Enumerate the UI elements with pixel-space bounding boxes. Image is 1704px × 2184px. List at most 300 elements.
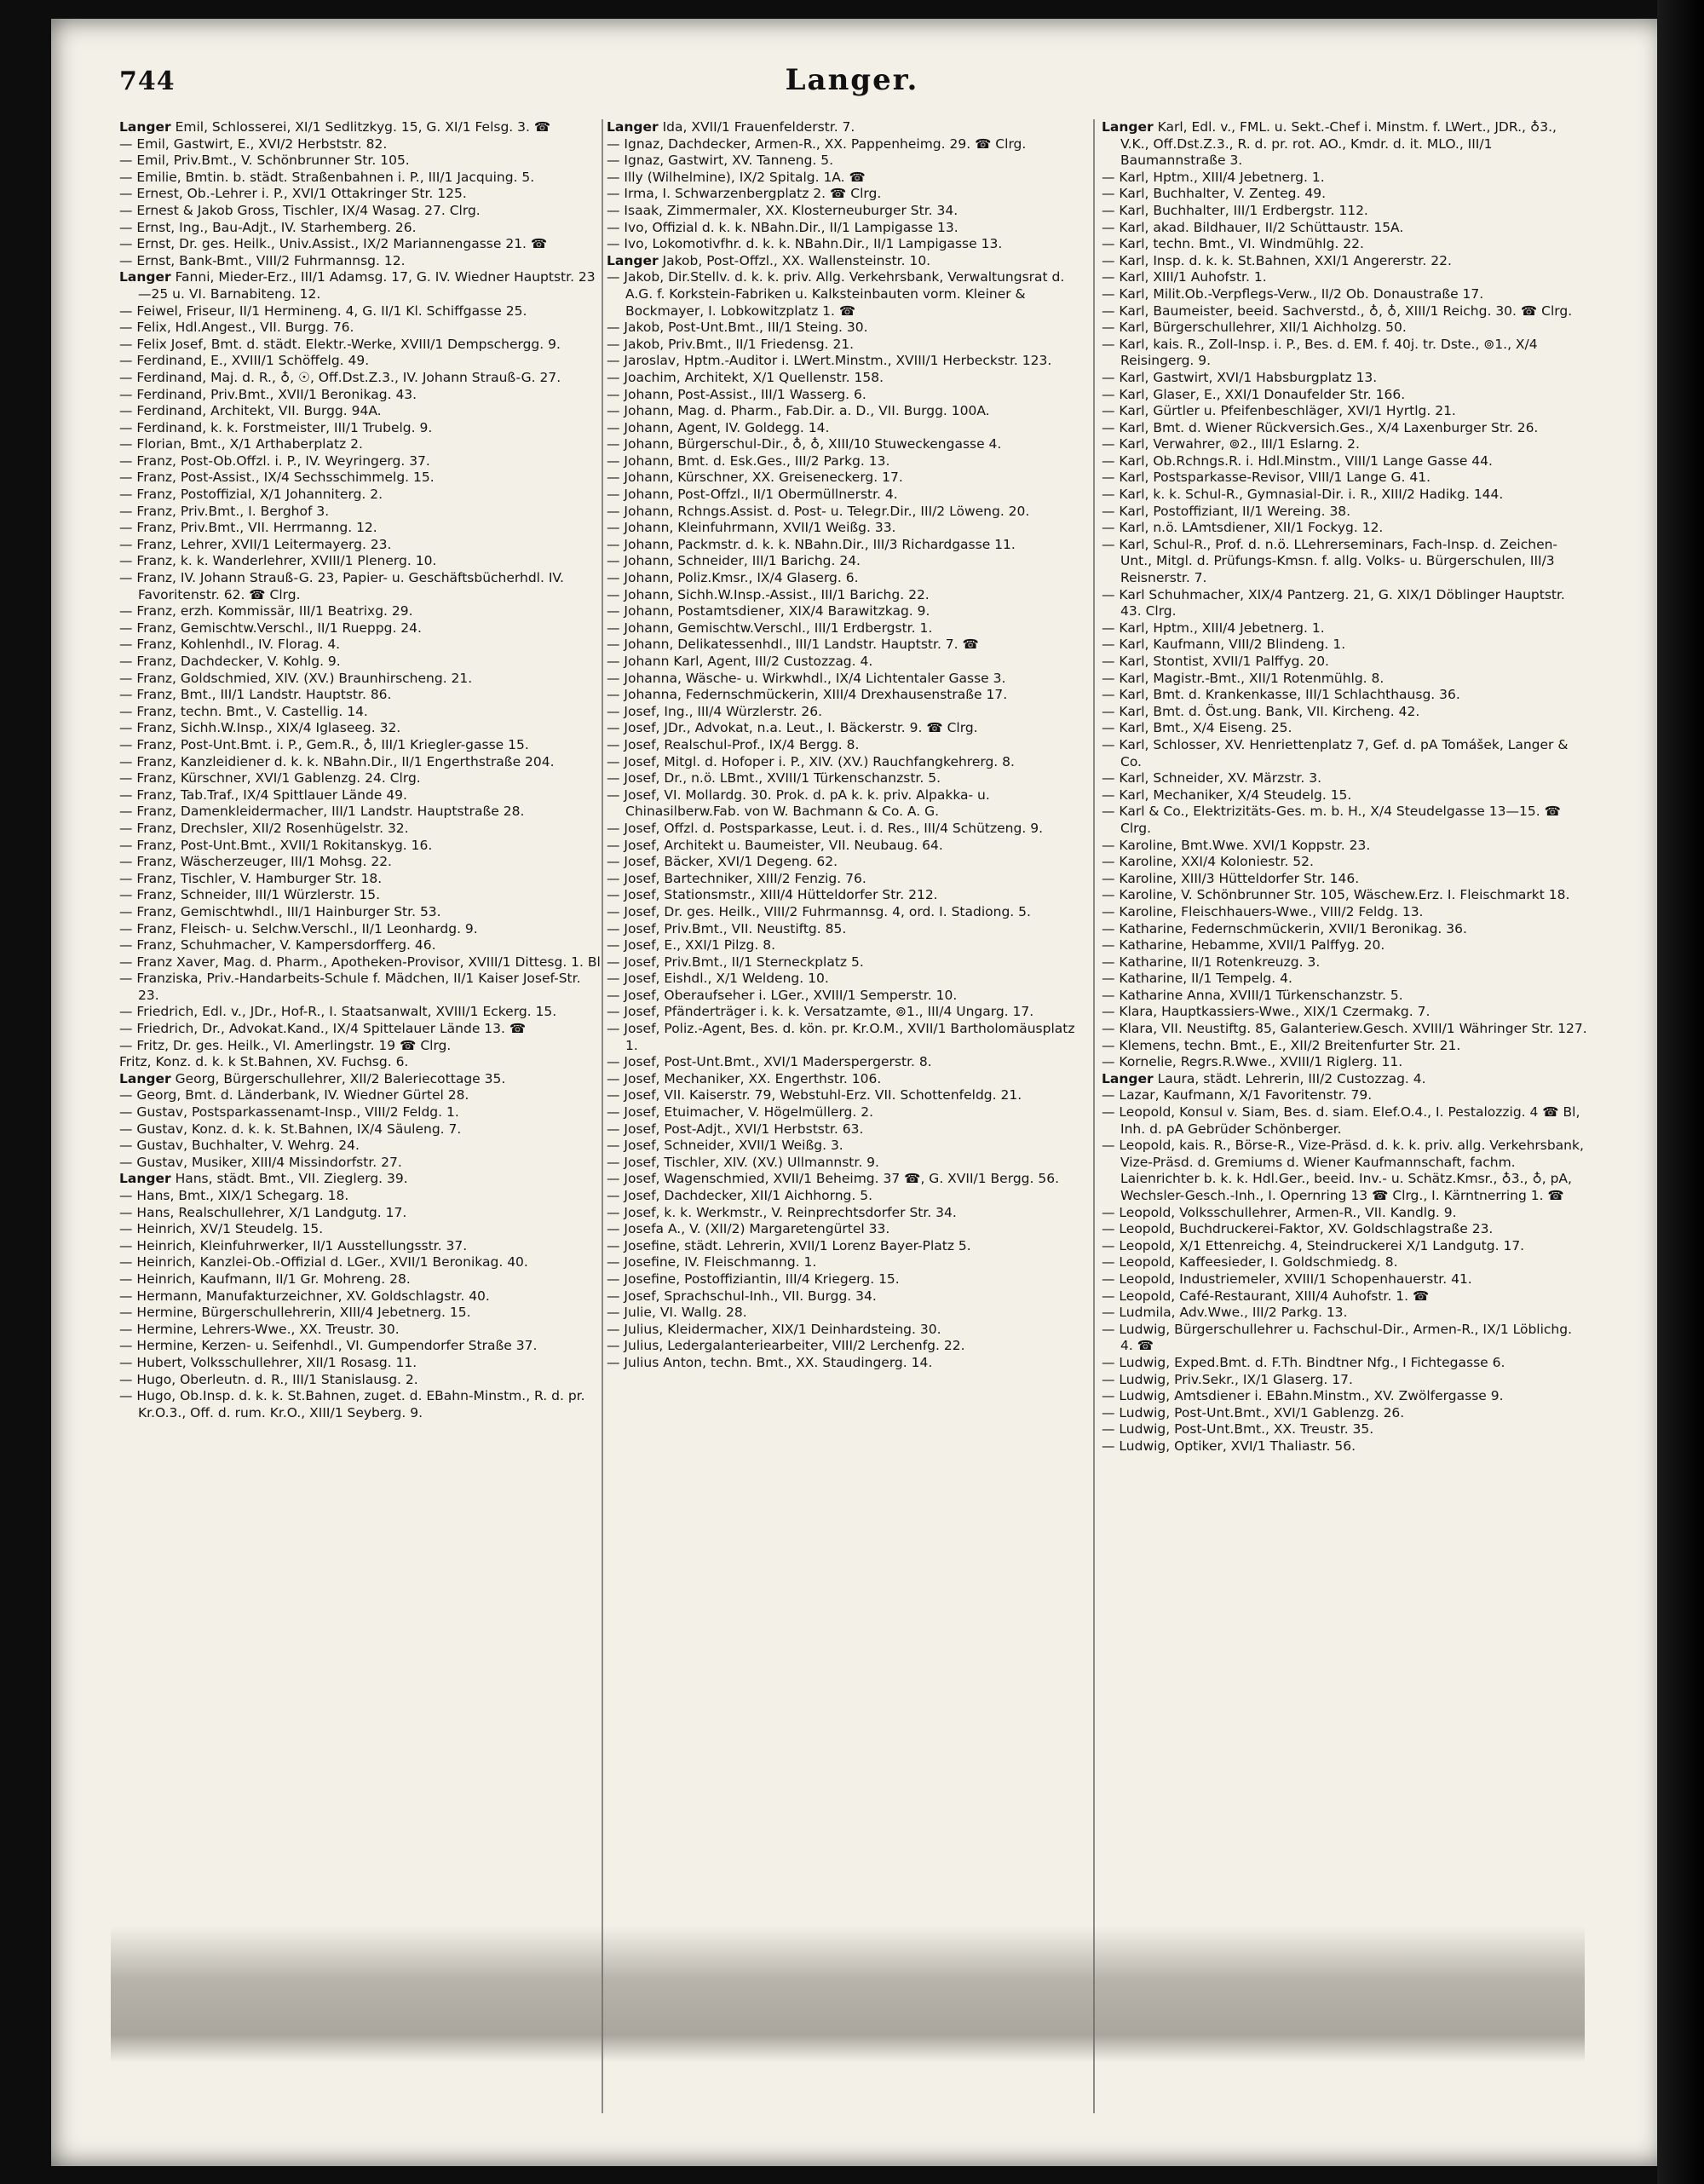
entry-text: — Ludwig, Exped.Bmt. d. F.Th. Bindtner Nfg., I Fichtegasse 6. (1102, 1354, 1505, 1370)
directory-entry (119, 353, 601, 370)
page-title: Langer. (785, 63, 919, 97)
entry-text: — Julie, VI. Wallg. 28. (607, 1305, 747, 1321)
entry-text: — Josef, Tischler, XIV. (XV.) Ullmannstr. 9. (607, 1154, 879, 1170)
entry-text: — Johann, Post-Assist., III/1 Wasserg. 6. (607, 386, 866, 402)
entry-text: — Lazar, Kaufmann, X/1 Favoritenstr. 79. (1102, 1087, 1373, 1104)
directory-entry (607, 904, 1085, 921)
directory-entry (1102, 1421, 1587, 1438)
entry-text: — Julius, Kleidermacher, XIX/1 Deinhardsteing. 30. (607, 1321, 941, 1337)
directory-entry (1102, 921, 1587, 938)
directory-entry (607, 821, 1085, 838)
directory-entry (607, 587, 1085, 604)
directory-entry (1102, 203, 1587, 220)
entry-text: — Franz, erzh. Kommissär, III/1 Beatrixg. 29. (119, 603, 413, 619)
directory-entry (119, 1305, 601, 1322)
directory-entry (119, 570, 601, 603)
directory-entry (1102, 1004, 1587, 1021)
directory-entry (607, 1155, 1085, 1172)
entry-surname: Langer (607, 252, 659, 268)
entry-text: — Jakob, Dir.Stellv. d. k. k. priv. Allg. Verkehrsbank, Verwaltungsrat d. A.G. f. Korkstein-Fabriken u. Kalksteinbauten vorm. Kleiner & Bockmayer, I. Lobkowitzplatz 1. ☎ (607, 269, 1065, 319)
entry-text: — Franz, Post-Assist., IX/4 Sechsschimmelg. 15. (119, 470, 435, 486)
directory-entry (607, 1071, 1085, 1088)
directory-entry (607, 553, 1085, 570)
entry-text: — Ludwig, Bürgerschullehrer u. Fachschul-Dir., Armen-R., IX/1 Löblichg. 4. ☎ (1102, 1321, 1573, 1354)
entry-text: — Felix, Hdl.Angest., VII. Burgg. 76. (119, 320, 354, 336)
directory-entry (607, 186, 1085, 203)
entry-text: — Johann, Bürgerschul-Dir., ♁, ♁, XIII/10 Stuweckengasse 4. (607, 436, 1002, 452)
entry-text: — Josef, Bartechniker, XIII/2 Fenzig. 76. (607, 870, 866, 886)
entry-text: — Johann, Postamtsdiener, XIX/4 Barawitzkag. 9. (607, 603, 930, 619)
entry-text: — Karoline, XXI/4 Koloniestr. 52. (1102, 854, 1314, 870)
directory-entry (1102, 269, 1587, 286)
directory-entry (607, 754, 1085, 771)
directory-entry (607, 1004, 1085, 1021)
directory-entry (1102, 654, 1587, 671)
entry-text: — Heinrich, Kaufmann, II/1 Gr. Mohreng. 28. (119, 1271, 411, 1287)
directory-entry (119, 720, 601, 737)
entry-text: — Karl & Co., Elektrizitäts-Ges. m. b. H., X/4 Steudelgasse 13—15. ☎ Clrg. (1102, 804, 1561, 836)
entry-text: — Ludwig, Amtsdiener i. EBahn.Minstm., XV. Zwölfergasse 9. (1102, 1388, 1504, 1404)
entry-text: — Johann, Sichh.W.Insp.-Assist., III/1 Barichg. 22. (607, 586, 930, 602)
entry-text: — Franz, Post-Unt.Bmt. i. P., Gem.R., ♁, III/1 Kriegler-gasse 15. (119, 736, 529, 752)
entry-text: — Karl, Insp. d. k. k. St.Bahnen, XXI/1 Angererstr. 22. (1102, 252, 1452, 268)
entry-text: Laura, städt. Lehrerin, III/2 Custozzag. 4. (1157, 1070, 1426, 1086)
directory-entry (119, 253, 601, 270)
entry-text: — Franz, Schuhmacher, V. Kampersdorfferg. 46. (119, 937, 436, 954)
entry-text: — Karl Schuhmacher, XIX/4 Pantzerg. 21, G. XIX/1 Döblinger Hauptstr. 43. Clrg. (1102, 586, 1565, 619)
entry-text: — Johann Karl, Agent, III/2 Custozzag. 4. (607, 654, 873, 669)
directory-entry (119, 370, 601, 387)
entry-text: — Heinrich, Kleinfuhrwerker, II/1 Ausstellungsstr. 37. (119, 1237, 468, 1253)
entry-text: — Johann, Kürschner, XX. Greiseneckerg. 17. (607, 470, 903, 486)
entry-text: — Karl, Bmt., X/4 Eiseng. 25. (1102, 720, 1292, 736)
directory-entry (119, 1288, 601, 1305)
directory-entry (1102, 620, 1587, 637)
directory-entry (119, 737, 601, 754)
directory-entry (1102, 1254, 1587, 1271)
entry-text: — Josef, Ing., III/4 Würzlerstr. 26. (607, 703, 823, 719)
entry-text: — Gustav, Musiker, XIII/4 Missindorfstr. 27. (119, 1154, 402, 1170)
directory-entry (607, 704, 1085, 721)
directory-entry (607, 937, 1085, 954)
directory-entry (607, 1138, 1085, 1155)
entry-text: — Karl, akad. Bildhauer, II/2 Schüttaustr. 15A. (1102, 219, 1404, 235)
entry-text: — Ludwig, Priv.Sekr., IX/1 Glaserg. 17. (1102, 1371, 1353, 1387)
directory-entry (119, 403, 601, 420)
directory-entry (607, 720, 1085, 737)
entry-text: — Johann, Gemischtw.Verschl., III/1 Erdbergstr. 1. (607, 619, 933, 636)
entry-text: — Heinrich, XV/1 Steudelg. 15. (119, 1221, 324, 1237)
directory-entry (119, 1155, 601, 1172)
directory-entry (607, 1121, 1085, 1138)
directory-entry (119, 1004, 601, 1021)
entry-text: — Karl, Hptm., XIII/4 Jebetnerg. 1. (1102, 169, 1325, 185)
directory-entry (1102, 1205, 1587, 1222)
entry-text: — Hermann, Manufakturzeichner, XV. Goldschlagstr. 40. (119, 1288, 490, 1304)
directory-entry (1102, 1071, 1587, 1088)
directory-entry (607, 520, 1085, 537)
directory-entry (1102, 1305, 1587, 1322)
directory-entry (1102, 253, 1587, 270)
directory-entry (119, 821, 601, 838)
entry-text: Georg, Bürgerschullehrer, XII/2 Baleriecottage 35. (175, 1070, 506, 1086)
entry-text: — Karl, Postsparkasse-Revisor, VIII/1 Lange G. 41. (1102, 470, 1431, 486)
directory-entry (607, 671, 1085, 688)
directory-entry (1102, 904, 1587, 921)
directory-entry (1102, 1322, 1587, 1355)
entry-text: — Josef, Priv.Bmt., II/1 Sterneckplatz 5. (607, 954, 864, 970)
directory-entry (607, 269, 1085, 320)
entry-text: — Jakob, Post-Unt.Bmt., III/1 Steing. 30. (607, 320, 868, 336)
directory-entry (119, 1372, 601, 1389)
entry-text: — Karl, Schneider, XV. Märzstr. 3. (1102, 770, 1322, 787)
entry-text: — Josef, Schneider, XVII/1 Weißg. 3. (607, 1138, 843, 1154)
directory-entry (119, 337, 601, 354)
directory-entry (607, 1322, 1085, 1339)
directory-entry (1102, 504, 1587, 521)
directory-entry (119, 387, 601, 404)
directory-entry (1102, 787, 1587, 804)
entry-text: — Katharine Anna, XVIII/1 Türkenschanzstr. 5. (1102, 987, 1403, 1003)
entry-text: — Josef, k. k. Werkmstr., V. Reinprechtsdorfer Str. 34. (607, 1204, 957, 1220)
entry-surname: Langer (119, 119, 171, 135)
entry-text: — Karl, n.ö. LAmtsdiener, XII/1 Fockyg. 12. (1102, 520, 1384, 536)
entry-text: — Karl, Ob.Rchngs.R. i. Hdl.Minstm., VIII/1 Lange Gasse 44. (1102, 452, 1493, 469)
entry-text: — Gustav, Buchhalter, V. Wehrg. 24. (119, 1138, 360, 1154)
directory-entry (119, 1271, 601, 1288)
entry-text: — Franz, Postoffizial, X/1 Johanniterg. 2. (119, 487, 383, 503)
directory-entry (119, 236, 601, 253)
entry-text: — Florian, Bmt., X/1 Arthaberplatz 2. (119, 436, 363, 452)
entry-text: — Karl, Magistr.-Bmt., XII/1 Rotenmühlg. 8. (1102, 670, 1384, 686)
entry-text: — Franz, Dachdecker, V. Kohlg. 9. (119, 654, 341, 669)
directory-entry (119, 704, 601, 721)
directory-entry (607, 921, 1085, 938)
directory-entry (119, 1071, 601, 1088)
directory-entry (607, 620, 1085, 637)
entry-text: — Friedrich, Edl. v., JDr., Hof-R., I. Staatsanwalt, XVIII/1 Eckerg. 15. (119, 1004, 557, 1020)
entry-text: — Irma, I. Schwarzenbergplatz 2. ☎ Clrg. (607, 186, 882, 202)
directory-entry (119, 1221, 601, 1238)
directory-entry (607, 153, 1085, 170)
entry-text: — Josef, Post-Adjt., XVI/1 Herbststr. 63. (607, 1121, 864, 1137)
entry-text: — Franz, Schneider, III/1 Würzlerstr. 15. (119, 887, 381, 903)
directory-entry (1102, 1054, 1587, 1071)
directory-entry (119, 1021, 601, 1038)
entry-text: — Karl, Schlosser, XV. Henriettenplatz 7, Gef. d. pA Tomášek, Langer & Co. (1102, 736, 1569, 769)
entry-text: — Franz, Lehrer, XVII/1 Leitermayerg. 23. (119, 536, 392, 552)
directory-entry (607, 1271, 1085, 1288)
directory-entry (607, 1338, 1085, 1355)
directory-entry (1102, 1087, 1587, 1104)
directory-entry (1102, 1038, 1587, 1055)
directory-entry (1102, 1138, 1587, 1204)
entry-text: — Emil, Gastwirt, E., XVI/2 Herbststr. 82. (119, 135, 388, 152)
directory-entry (119, 119, 601, 136)
directory-entry (607, 253, 1085, 270)
entry-text: Emil, Schlosserei, XI/1 Sedlitzkyg. 15, G. XI/1 Felsg. 3. ☎ (175, 119, 551, 135)
entry-text: — Ferdinand, E., XVIII/1 Schöffelg. 49. (119, 353, 370, 369)
entry-text: — Josef, Dr., n.ö. LBmt., XVIII/1 Türkenschanzstr. 5. (607, 770, 941, 787)
directory-entry (119, 1188, 601, 1205)
entry-text: — Ivo, Offizial d. k. k. NBahn.Dir., II/1 Lampigasse 13. (607, 219, 958, 235)
directory-entry (607, 203, 1085, 220)
entry-text: — Karl, Verwahrer, ⊚2., III/1 Eslarng. 2. (1102, 436, 1360, 452)
entry-text: — Felix Josef, Bmt. d. städt. Elektr.-Werke, XVIII/1 Dempschergg. 9. (119, 336, 561, 352)
entry-text: — Franz, Post-Unt.Bmt., XVII/1 Rokitanskyg. 16. (119, 837, 433, 853)
directory-entry (607, 470, 1085, 487)
directory-column-2 (607, 119, 1085, 2130)
entry-text: — Hermine, Kerzen- u. Seifenhdl., VI. Gumpendorfer Straße 37. (119, 1338, 538, 1354)
directory-entry (119, 1322, 601, 1339)
entry-text: — Hugo, Oberleutn. d. R., III/1 Stanislausg. 2. (119, 1371, 418, 1387)
entry-text: — Katharine, II/1 Tempelg. 4. (1102, 971, 1292, 987)
entry-text: — Hubert, Volksschullehrer, XII/1 Rosasg. 11. (119, 1354, 417, 1370)
entry-text: — Klara, VII. Neustiftg. 85, Galanteriew.Gesch. XVIII/1 Währinger Str. 127. (1102, 1021, 1587, 1037)
entry-text: — Jakob, Priv.Bmt., II/1 Friedensg. 21. (607, 336, 855, 352)
directory-entry (607, 337, 1085, 354)
directory-entry (1102, 470, 1587, 487)
directory-entry (119, 904, 601, 921)
entry-text: — Friedrich, Dr., Advokat.Kand., IX/4 Spittelauer Lände 13. ☎ (119, 1021, 527, 1037)
directory-entry (119, 1171, 601, 1188)
entry-text: — Franz, Gemischtw.Verschl., II/1 Rueppg. 24. (119, 619, 422, 636)
entry-text: — Josef, Offzl. d. Postsparkasse, Leut. i. d. Res., III/4 Schützeng. 9. (607, 820, 1043, 836)
directory-entry (1102, 403, 1587, 420)
directory-entry (1102, 1388, 1587, 1405)
entry-text: — Johann, Kleinfuhrmann, XVII/1 Weißg. 33. (607, 520, 896, 536)
directory-entry (119, 1087, 601, 1104)
directory-entry (119, 303, 601, 320)
directory-entry (1102, 1104, 1587, 1138)
entry-text: — Johann, Packmstr. d. k. k. NBahn.Dir., III/3 Richardgasse 11. (607, 536, 1016, 552)
entry-text: — Leopold, Konsul v. Siam, Bes. d. siam. Elef.O.4., I. Pestalozzig. 4 ☎ Bl, Inh. d. pA Gebrüder Schönberger. (1102, 1104, 1580, 1137)
directory-entry (1102, 854, 1587, 871)
directory-entry (1102, 871, 1587, 888)
entry-text: — Ernst, Ing., Bau-Adjt., IV. Starhemberg. 26. (119, 219, 417, 235)
entry-text: Fritz, Konz. d. k. k St.Bahnen, XV. Fuchsg. 6. (119, 1054, 409, 1070)
directory-entry (607, 1238, 1085, 1255)
entry-text: — Hermine, Lehrers-Wwe., XX. Treustr. 30. (119, 1321, 400, 1337)
entry-text: — Josef, VII. Kaiserstr. 79, Webstuhl-Erz. VII. Schottenfeldg. 21. (607, 1087, 1022, 1104)
entry-text: — Josef, Sprachschul-Inh., VII. Burgg. 34. (607, 1288, 877, 1304)
directory-entry (119, 453, 601, 470)
directory-entry (1102, 954, 1587, 971)
entry-text: — Karl, Buchhalter, V. Zenteg. 49. (1102, 186, 1327, 202)
entry-text: — Josef, Dachdecker, XII/1 Aichhorng. 5. (607, 1188, 873, 1203)
entry-text: — Ignaz, Gastwirt, XV. Tanneng. 5. (607, 153, 834, 169)
directory-entry (119, 1138, 601, 1155)
directory-entry (607, 170, 1085, 187)
entry-text: — Josefine, IV. Fleischmanng. 1. (607, 1254, 817, 1271)
entry-text: — Franz, IV. Johann Strauß-G. 23, Papier- u. Geschäftsbücherhdl. IV. Favoritenstr. 62. ☎ Clrg. (119, 570, 564, 602)
directory-entry (607, 770, 1085, 787)
directory-entry (1102, 1355, 1587, 1372)
entry-text: — Hans, Realschullehrer, X/1 Landgutg. 17. (119, 1204, 407, 1220)
directory-column-1 (119, 119, 601, 2130)
entry-text: — Karl, Schul-R., Prof. d. n.ö. LLehrerseminars, Fach-Insp. d. Zeichen-Unt., Mitgl. d. Prüfungs-Kmsn. f. allg. Volks- u. Bürgerschulen, III/3 Reisnerstr. 7. (1102, 536, 1558, 586)
directory-entry (119, 170, 601, 187)
directory-entry (607, 1221, 1085, 1238)
column-divider (1093, 119, 1095, 2113)
directory-entry (1102, 1405, 1587, 1422)
entry-text: — Karl, Buchhalter, III/1 Erdbergstr. 112. (1102, 202, 1368, 218)
entry-text: — Ernst, Bank-Bmt., VIII/2 Fuhrmannsg. 12. (119, 252, 406, 268)
directory-entry (607, 119, 1085, 136)
entry-text: — Franz, Gemischtwhdl., III/1 Hainburger Str. 53. (119, 903, 441, 919)
directory-entry (1102, 303, 1587, 320)
directory-entry (119, 1355, 601, 1372)
directory-entry (1102, 804, 1587, 837)
entry-text: Jakob, Post-Offzl., XX. Wallensteinstr. 10. (662, 252, 931, 268)
directory-entry (1102, 838, 1587, 855)
entry-text: — Leopold, Kaffeesieder, I. Goldschmiedg. 8. (1102, 1254, 1398, 1271)
directory-entry (607, 1188, 1085, 1205)
entry-text: — Karl, k. k. Schul-R., Gymnasial-Dir. i. R., XIII/2 Hadikg. 144. (1102, 487, 1504, 503)
entry-text: — Karoline, Fleischhauers-Wwe., VIII/2 Feldg. 13. (1102, 903, 1424, 919)
entry-surname: Langer (607, 119, 659, 135)
directory-entry (119, 470, 601, 487)
entry-text: — Franz, Wäscherzeuger, III/1 Mohsg. 22. (119, 854, 392, 870)
entry-text: — Franz, Priv.Bmt., VII. Herrmanng. 12. (119, 520, 377, 536)
directory-entry (607, 1087, 1085, 1104)
entry-text: — Josef, Post-Unt.Bmt., XVI/1 Maderspergerstr. 8. (607, 1054, 932, 1070)
directory-entry (119, 954, 601, 971)
directory-entry (1102, 887, 1587, 904)
entry-text: — Franz, Damenkleidermacher, III/1 Landstr. Hauptstraße 28. (119, 804, 525, 820)
directory-entry (1102, 770, 1587, 787)
directory-entry (119, 320, 601, 337)
entry-text: — Emilie, Bmtin. b. städt. Straßenbahnen i. P., III/1 Jacquing. 5. (119, 169, 535, 185)
entry-text: — Ignaz, Dachdecker, Armen-R., XX. Pappenheimg. 29. ☎ Clrg. (607, 135, 1027, 152)
entry-text: — Franz, Sichh.W.Insp., XIX/4 Iglaseeg. 32. (119, 720, 401, 736)
entry-text: — Gustav, Konz. d. k. k. St.Bahnen, IX/4 Säuleng. 7. (119, 1121, 462, 1137)
directory-entry (607, 787, 1085, 821)
entry-text: — Franz, techn. Bmt., V. Castellig. 14. (119, 703, 368, 719)
directory-entry (607, 220, 1085, 237)
directory-entry (119, 420, 601, 437)
entry-text: — Karoline, V. Schönbrunner Str. 105, Wäschew.Erz. I. Fleischmarkt 18. (1102, 887, 1570, 903)
entry-text: — Julius Anton, techn. Bmt., XX. Staudingerg. 14. (607, 1354, 933, 1370)
directory-entry (119, 1054, 601, 1071)
entry-text: — Karl, Bürgerschullehrer, XII/1 Aichholzg. 50. (1102, 320, 1407, 336)
entry-text: — Karl, Stontist, XVII/1 Palffyg. 20. (1102, 654, 1329, 669)
entry-text: — Klemens, techn. Bmt., E., XII/2 Breitenfurter Str. 21. (1102, 1037, 1461, 1053)
directory-entry (607, 1288, 1085, 1305)
entry-text: — Ferdinand, Maj. d. R., ♁, ☉, Off.Dst.Z.3., IV. Johann Strauß-G. 27. (119, 369, 561, 385)
directory-entry (607, 453, 1085, 470)
directory-entry (119, 1388, 601, 1421)
directory-entry (1102, 487, 1587, 504)
directory-entry (1102, 1238, 1587, 1255)
entry-text: — Hugo, Ob.Insp. d. k. k. St.Bahnen, zuget. d. EBahn-Minstm., R. d. pr. Kr.O.3., Off. d. rum. Kr.O., XIII/1 Seyberg. 9. (119, 1388, 585, 1420)
directory-entry (1102, 637, 1587, 654)
directory-entry (119, 220, 601, 237)
directory-entry (119, 1205, 601, 1222)
entry-text: — Josef, Stationsmstr., XIII/4 Hütteldorfer Str. 212. (607, 887, 938, 903)
directory-entry (119, 921, 601, 938)
directory-entry (1102, 737, 1587, 770)
directory-entry (119, 1038, 601, 1055)
directory-entry (119, 754, 601, 771)
entry-text: — Leopold, Café-Restaurant, XIII/4 Auhofstr. 1. ☎ (1102, 1288, 1430, 1304)
entry-text: — Franz, Kürschner, XVI/1 Gablenzg. 24. Clrg. (119, 770, 421, 787)
entry-text: — Kornelie, Regrs.R.Wwe., XVIII/1 Riglerg. 11. (1102, 1054, 1403, 1070)
entry-text: — Josefa A., V. (XII/2) Margaretengürtel 33. (607, 1221, 890, 1237)
entry-text: — Ludwig, Post-Unt.Bmt., XVI/1 Gablenzg. 26. (1102, 1404, 1405, 1420)
directory-entry (1102, 971, 1587, 988)
entry-text: — Karl, Glaser, E., XXI/1 Donaufelder Str. 166. (1102, 386, 1406, 402)
entry-surname: Langer (1102, 1070, 1154, 1086)
entry-text: — Karl, Kaufmann, VIII/2 Blindeng. 1. (1102, 637, 1346, 653)
directory-entry (607, 887, 1085, 904)
directory-entry (119, 838, 601, 855)
entry-text: — Josef, Mitgl. d. Hofoper i. P., XIV. (XV.) Rauchfangkehrerg. 8. (607, 753, 1015, 769)
entry-text: — Johann, Schneider, III/1 Barichg. 24. (607, 553, 861, 569)
entry-text: — Josefine, städt. Lehrerin, XVII/1 Lorenz Bayer-Platz 5. (607, 1237, 971, 1253)
entry-text: — Karl, Mechaniker, X/4 Steudelg. 15. (1102, 787, 1352, 803)
directory-entry (119, 1238, 601, 1255)
entry-text: — Joachim, Architekt, X/1 Quellenstr. 158. (607, 369, 884, 385)
directory-entry (607, 1054, 1085, 1071)
entry-text: — Isaak, Zimmermaler, XX. Klosterneuburger Str. 34. (607, 202, 958, 218)
directory-entry (607, 1021, 1085, 1054)
directory-entry (119, 854, 601, 871)
directory-entry (119, 603, 601, 620)
entry-text: — Franz, Bmt., III/1 Landstr. Hauptstr. 86. (119, 687, 392, 703)
entry-surname: Langer (1102, 119, 1154, 135)
entry-text: — Karl, techn. Bmt., VI. Windmühlg. 22. (1102, 236, 1364, 252)
directory-entry (1102, 704, 1587, 721)
directory-entry (607, 537, 1085, 554)
entry-text: — Emil, Priv.Bmt., V. Schönbrunner Str. 105. (119, 153, 410, 169)
directory-entry (607, 838, 1085, 855)
entry-text: Fanni, Mieder-Erz., III/1 Adamsg. 17, G. IV. Wiedner Hauptstr. 23—25 u. VI. Barnabiteng. 12. (138, 269, 596, 302)
directory-entry (1102, 1288, 1587, 1305)
directory-entry (119, 971, 601, 1004)
directory-entry (119, 787, 601, 804)
directory-entry (119, 654, 601, 671)
entry-text: — Franziska, Priv.-Handarbeits-Schule f. Mädchen, II/1 Kaiser Josef-Str. 23. (119, 971, 581, 1003)
directory-entry (119, 937, 601, 954)
entry-text: — Katharine, Hebamme, XVII/1 Palffyg. 20. (1102, 937, 1385, 954)
directory-entry (607, 871, 1085, 888)
directory-entry (607, 403, 1085, 420)
directory-entry (607, 504, 1085, 521)
directory-entry (119, 687, 601, 704)
entry-text: — Franz, Tab.Traf., IX/4 Spittlauer Lände 49. (119, 787, 407, 803)
entry-text: — Karl, Hptm., XIII/4 Jebetnerg. 1. (1102, 619, 1325, 636)
entry-text: — Karl, Bmt. d. Öst.ung. Bank, VII. Kircheng. 42. (1102, 703, 1420, 719)
directory-entry (119, 504, 601, 521)
entry-text: — Karl, Bmt. d. Wiener Rückversich.Ges., X/4 Laxenburger Str. 26. (1102, 419, 1539, 435)
directory-entry (607, 603, 1085, 620)
entry-text: — Franz, Drechsler, XII/2 Rosenhügelstr. 32. (119, 820, 409, 836)
entry-text: — Johann, Post-Offzl., II/1 Obermüllnerstr. 4. (607, 487, 898, 503)
entry-text: Karl, Edl. v., FML. u. Sekt.-Chef i. Minstm. f. LWert., JDR., ♁3., V.K., Off.Dst.Z.3., R. d. pr. rot. AO., Kmdr. d. it. MLO., III/1 Baumannstraße 3. (1120, 119, 1557, 169)
directory-entry (1102, 436, 1587, 453)
entry-text: — Klara, Hauptkassiers-Wwe., XIX/1 Czermakg. 7. (1102, 1004, 1431, 1020)
directory-entry (119, 1254, 601, 1271)
directory-entry (119, 887, 601, 904)
column-divider (602, 119, 603, 2113)
entry-text: — Georg, Bmt. d. Länderbank, IV. Wiedner Gürtel 28. (119, 1087, 469, 1104)
entry-text: — Karl, Milit.Ob.-Verpflegs-Verw., II/2 Ob. Donaustraße 17. (1102, 285, 1484, 302)
directory-entry (119, 553, 601, 570)
directory-entry (1102, 1372, 1587, 1389)
directory-entry (607, 1104, 1085, 1121)
entry-text: — Franz, Fleisch- u. Selchw.Verschl., II/1 Leonhardg. 9. (119, 920, 478, 936)
